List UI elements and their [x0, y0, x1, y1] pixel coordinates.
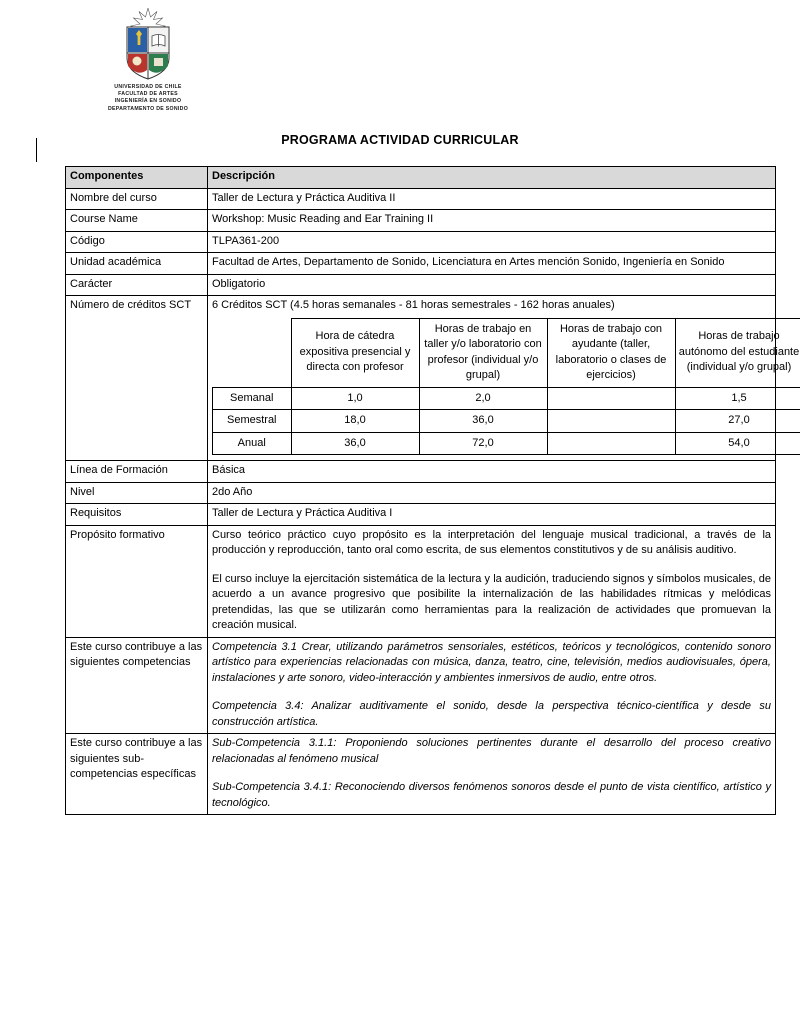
- table-row-creditos: [66, 296, 776, 461]
- credits-cell-1-3: 27,0: [675, 410, 800, 433]
- table-row-subcompetencias: [66, 734, 776, 815]
- credits-col-header-3: Horas de trabajo autónomo del estudiante (individual y/o grupal): [675, 318, 800, 387]
- table-row: [66, 210, 776, 232]
- subcompetencias-paragraph-2: Sub-Competencia 3.4.1: Reconociendo diversos fenómenos sonoros desde el punto de vista científico, artístico y tecnológico.: [212, 781, 771, 809]
- row-value-nivel: 2do Año: [208, 482, 776, 504]
- row-value-requisitos: Taller de Lectura y Práctica Auditiva I: [208, 504, 776, 526]
- credits-header-row: [213, 318, 800, 387]
- row-value-linea-formacion: Básica: [208, 461, 776, 483]
- credits-col-header-0: Hora de cátedra expositiva presencial y directa con profesor: [291, 318, 419, 387]
- proposito-paragraph-2: El curso incluye la ejercitación sistemática de la lectura y la audición, traduciendo signos y símbolos musicales, de acuerdo a un avance progresivo que posibilite la internalización de las habilidades rítmicas y melódicas pretendidas, las que se utilizarán como herramientas para la realización de actividades que promuevan la creación musical.: [212, 572, 771, 631]
- row-label-requisitos: Requisitos: [66, 504, 208, 526]
- credits-cell-1-2: [547, 410, 675, 433]
- page-title: [0, 133, 800, 148]
- row-label-caracter: Carácter: [66, 274, 208, 296]
- table-row: [66, 504, 776, 526]
- institution-name: [88, 84, 208, 113]
- table-row: [66, 461, 776, 483]
- credits-cell-0-1: 2,0: [419, 387, 547, 410]
- credits-row-semanal: [213, 387, 800, 410]
- proposito-paragraph-1: Curso teórico práctico cuyo propósito es la interpretación del lenguaje musical tradicional, a través de la producción y reproducción, tanto oral como escrita, de sus elementos constitutivos y de su análisis auditivo.: [212, 528, 771, 556]
- logo-line-0: UNIVERSIDAD DE CHILE: [114, 84, 182, 90]
- credits-cell-2-1: 72,0: [419, 432, 547, 455]
- row-label-unidad-academica: Unidad académica: [66, 253, 208, 275]
- row-label-competencias: Este curso contribuye a las siguientes competencias: [66, 637, 208, 734]
- competencias-paragraph-2: Competencia 3.4: Analizar auditivamente el sonido, desde la perspectiva técnico-científica y desde su construcción artística.: [212, 700, 771, 728]
- competencias-paragraph-1: Competencia 3.1 Crear, utilizando parámetros sensoriales, estéticos, teóricos y tecnológicos, contenido sonoro artístico para experiencias relacionadas con música, danza, teatro, cine, televisión, medios audiovisuales, ópera, instalaciones y arte sonoro, video-interacción y ambientes inmersivos de audio, entre otros.: [212, 640, 771, 684]
- row-value-caracter: Obligatorio: [208, 274, 776, 296]
- credits-row-label-1: Semestral: [213, 410, 292, 433]
- credits-cell-2-3: 54,0: [675, 432, 800, 455]
- credits-hours-table: [212, 318, 800, 456]
- row-value-codigo: TLPA361-200: [208, 231, 776, 253]
- table-row: [66, 231, 776, 253]
- row-label-nivel: Nivel: [66, 482, 208, 504]
- row-label-linea-formacion: Línea de Formación: [66, 461, 208, 483]
- credits-col-header-1: Horas de trabajo en taller y/o laboratorio con profesor (individual y/o grupal): [419, 318, 547, 387]
- row-label-course-name: Course Name: [66, 210, 208, 232]
- row-value-nombre-del-curso: Taller de Lectura y Práctica Auditiva II: [208, 188, 776, 210]
- table-row-proposito: [66, 525, 776, 637]
- row-value-subcompetencias: [208, 734, 776, 815]
- credits-cell-1-0: 18,0: [291, 410, 419, 433]
- row-value-numero-creditos: [208, 296, 800, 461]
- credits-row-anual: [213, 432, 800, 455]
- logo-line-3: DEPARTAMENTO DE SONIDO: [107, 105, 189, 112]
- row-value-proposito-formativo: [208, 525, 776, 637]
- table-row: [66, 188, 776, 210]
- logo-line-1: FACULTAD DE ARTES: [118, 91, 178, 98]
- credits-row-label-0: Semanal: [213, 387, 292, 410]
- credits-cell-1-1: 36,0: [419, 410, 547, 433]
- logo-line-2: INGENIERÍA EN SONIDO: [114, 98, 182, 105]
- header-description: Descripción: [208, 167, 776, 189]
- row-label-numero-creditos: Número de créditos SCT: [66, 296, 208, 461]
- subcompetencias-paragraph-1: Sub-Competencia 3.1.1: Proponiendo soluciones pertinentes durante el desarrollo del proceso creativo relacionadas al fenómeno musical: [212, 737, 771, 765]
- row-label-proposito-formativo: Propósito formativo: [66, 525, 208, 637]
- creditos-summary: 6 Créditos SCT (4.5 horas semanales - 81 horas semestrales - 162 horas anuales): [212, 299, 615, 311]
- credits-cell-0-2: [547, 387, 675, 410]
- credits-corner-cell: [213, 318, 292, 387]
- row-value-competencias: [208, 637, 776, 734]
- row-label-nombre-del-curso: Nombre del curso: [66, 188, 208, 210]
- table-row: [66, 482, 776, 504]
- credits-cell-0-0: 1,0: [291, 387, 419, 410]
- institution-logo: [88, 8, 208, 113]
- row-value-course-name: Workshop: Music Reading and Ear Training II: [208, 210, 776, 232]
- page-title-text: PROGRAMA ACTIVIDAD CURRICULAR: [281, 133, 519, 147]
- credits-cell-2-0: 36,0: [291, 432, 419, 455]
- row-label-subcompetencias: Este curso contribuye a las siguientes sub-competencias específicas: [66, 734, 208, 815]
- table-row: [66, 253, 776, 275]
- row-value-unidad-academica: Facultad de Artes, Departamento de Sonido, Licenciatura en Artes mención Sonido, Ingeniería en Sonido: [208, 253, 776, 275]
- credits-cell-2-2: [547, 432, 675, 455]
- university-crest-icon: [119, 8, 177, 80]
- credits-row-semestral: [213, 410, 800, 433]
- credits-cell-0-3: 1,5: [675, 387, 800, 410]
- row-label-codigo: Código: [66, 231, 208, 253]
- header-components: Componentes: [66, 167, 208, 189]
- course-program-table: [65, 166, 800, 815]
- table-header-row: [66, 167, 776, 189]
- credits-col-header-2: Horas de trabajo con ayudante (taller, laboratorio o clases de ejercicios): [547, 318, 675, 387]
- credits-row-label-2: Anual: [213, 432, 292, 455]
- table-row-competencias: [66, 637, 776, 734]
- table-row: [66, 274, 776, 296]
